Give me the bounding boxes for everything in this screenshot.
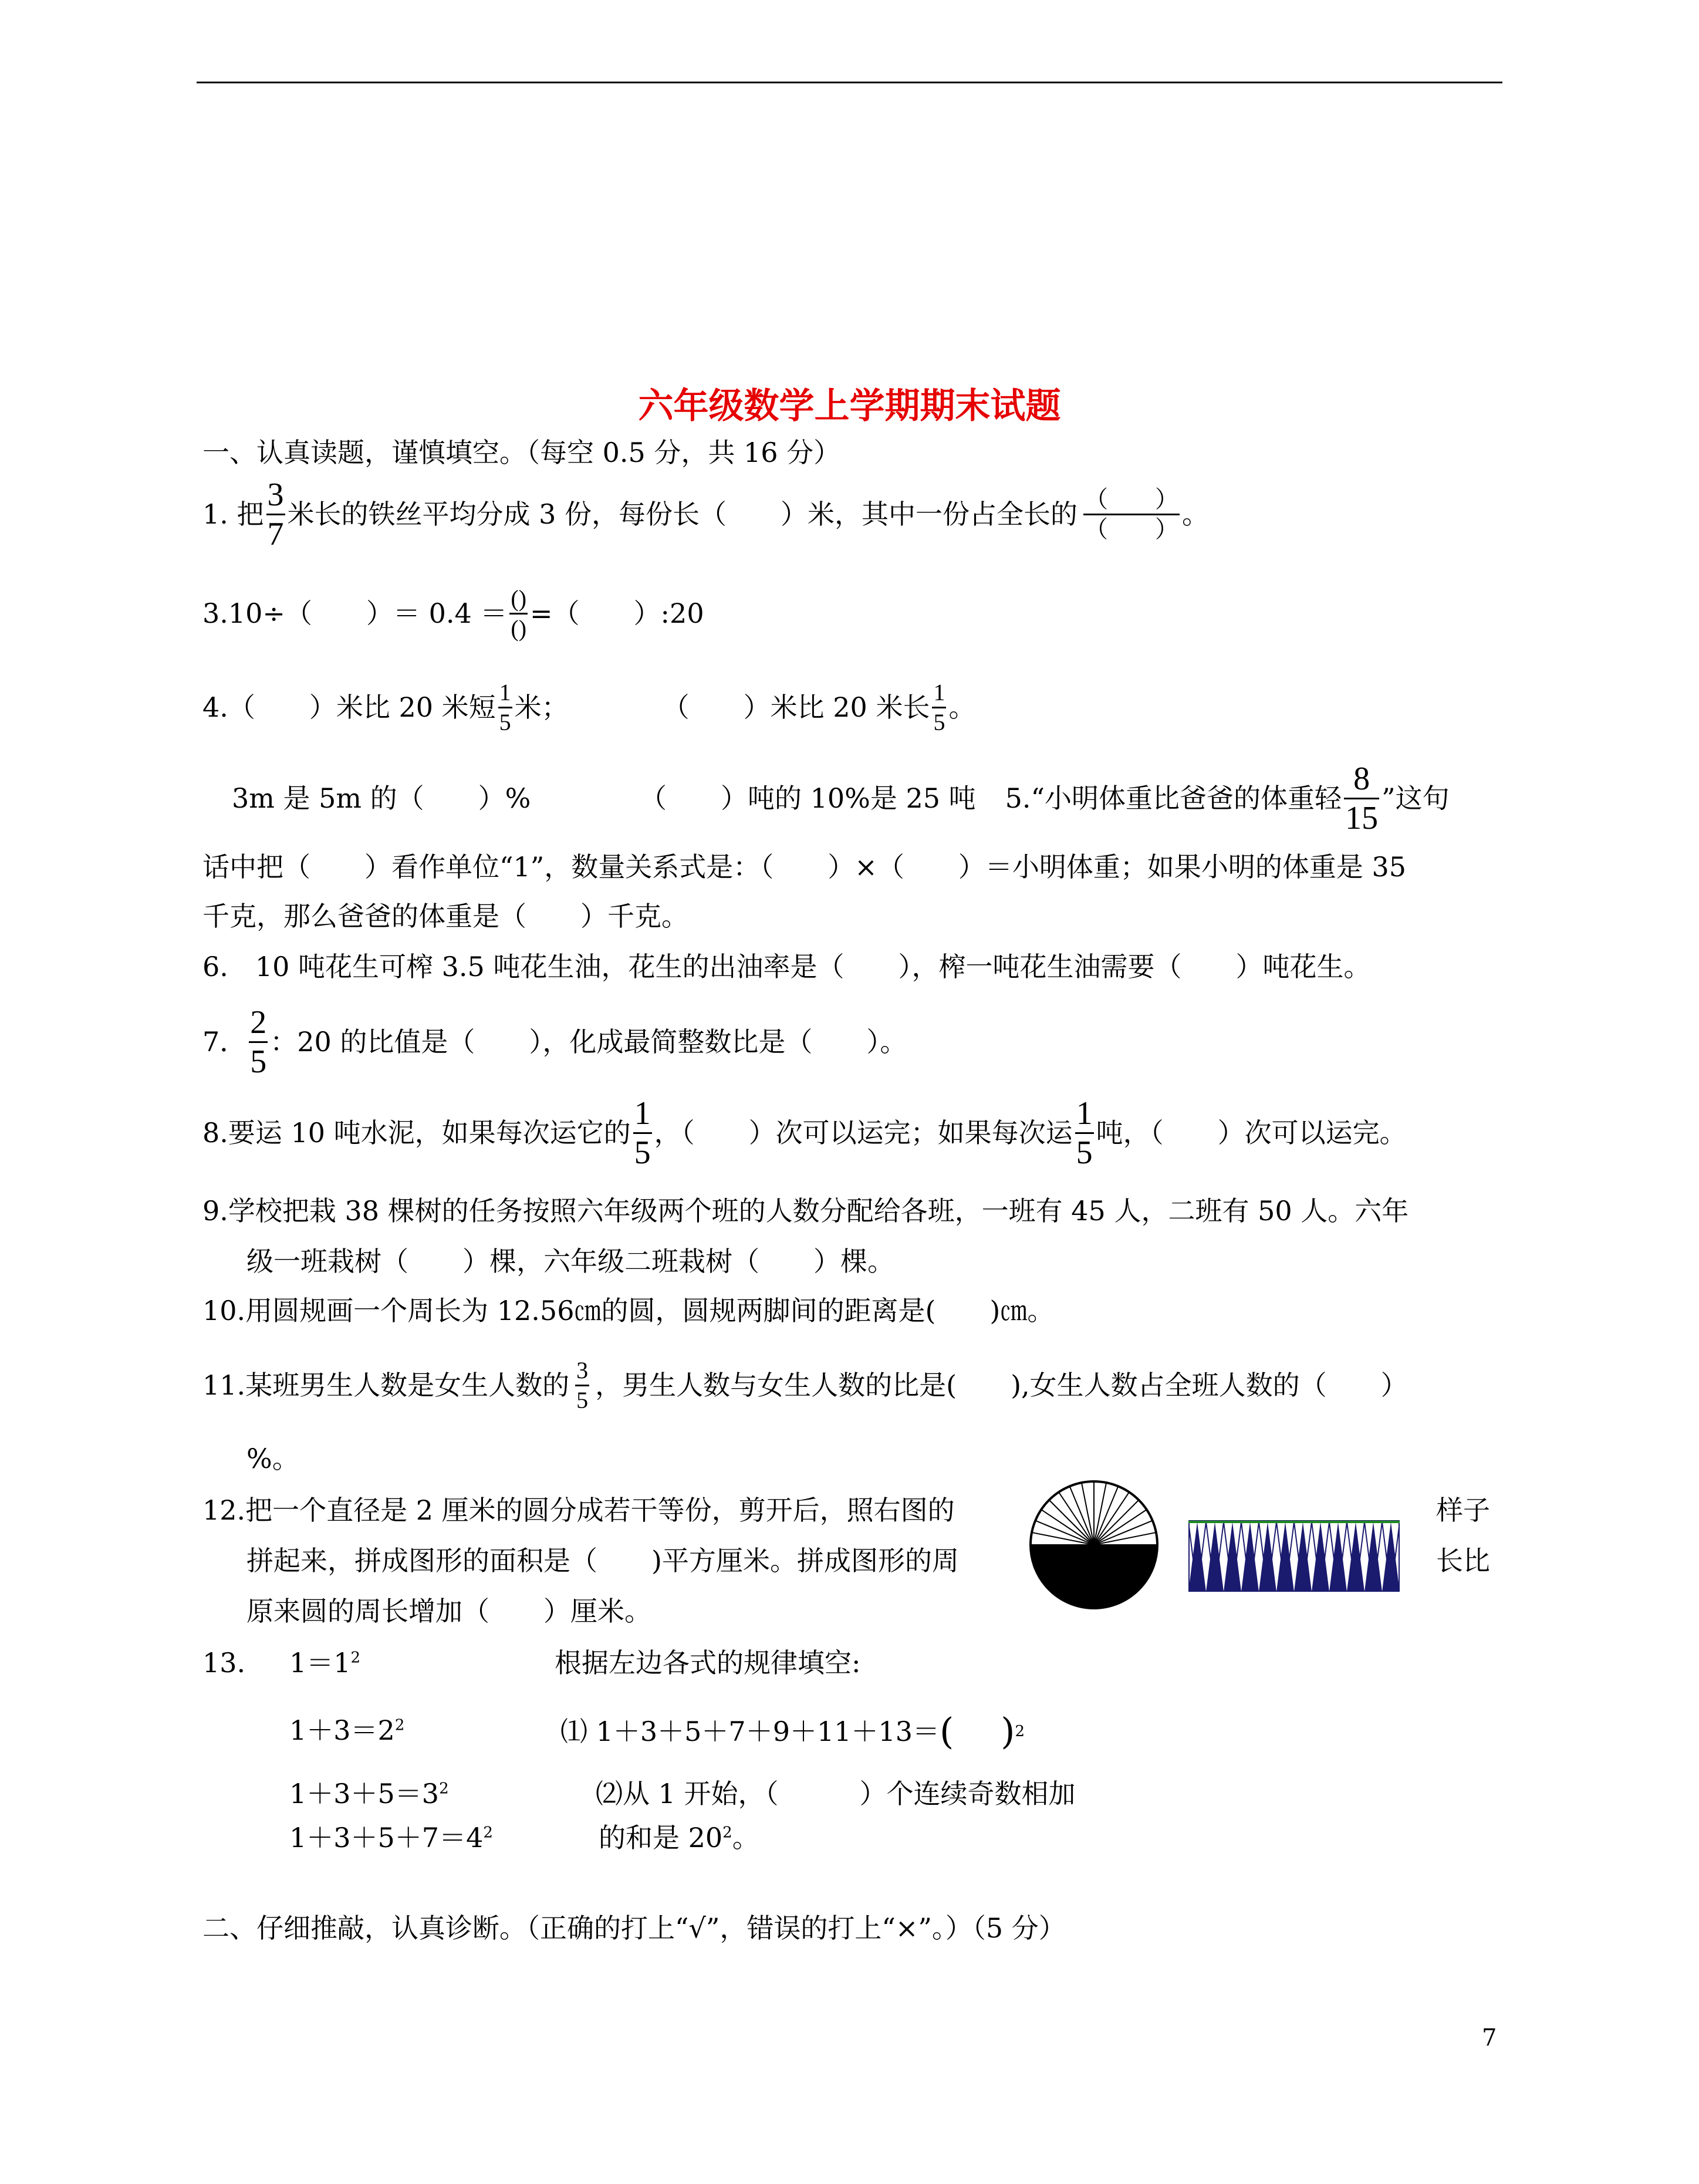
q4-b-prefix: （ ）米比 20 米长: [662, 691, 930, 723]
q8-prefix: 8.要运 10 吨水泥，如果每次运它的: [202, 1117, 631, 1149]
divided-circle-figure: [1028, 1479, 1160, 1611]
q1-end: 。: [1182, 498, 1210, 530]
q8-denominator-1: 5: [634, 1134, 651, 1171]
q4-a-suffix: 米；: [514, 691, 569, 723]
q1-fraction: [266, 478, 285, 551]
q13-rule: 根据左边各式的规律填空:: [555, 1647, 861, 1679]
q13-eq3-exponent: 2: [439, 1780, 449, 1798]
fraction-bar: [1083, 514, 1180, 515]
fraction-bar: [249, 1041, 268, 1043]
q4-a-fraction: [498, 681, 512, 734]
q1-frac-denominator: 7: [267, 515, 284, 552]
q8-fraction-2: [1075, 1097, 1094, 1169]
q8-numerator-2: 1: [1076, 1095, 1093, 1132]
circle-lower-half: [1031, 1545, 1157, 1608]
q8-denominator-2: 5: [1076, 1134, 1093, 1171]
q3-fraction: [509, 587, 528, 640]
fraction-bar: [633, 1132, 652, 1134]
q13-part1: ⑴ 1＋3＋5＋7＋9＋11＋13＝ ( ) 2: [560, 1710, 1025, 1753]
q4-b-suffix: 。: [948, 691, 976, 723]
question-10: 10.用圆规画一个周长为 12.56㎝的圆，圆规两脚间的距离是( )㎝。: [202, 1295, 1055, 1326]
q1-text: 米长的铁丝平均分成 3 份，每份长（ ）米，其中一份占全长的: [287, 498, 1078, 530]
q13-part3-exponent: 2: [722, 1824, 732, 1842]
question-4-line2: [232, 757, 531, 839]
q3-frac-numerator: (): [511, 585, 527, 612]
q11-text: ，男生人数与女生人数的比是( ),女生人数占全班人数的（ ）: [595, 1369, 1408, 1401]
question-7: [202, 998, 907, 1086]
q11-prefix: 11.某班男生人数是女生人数的: [202, 1369, 570, 1401]
question-5-line2: 话中把（ ）看作单位“1”，数量关系式是：（ ）×（ ）＝小明体重；如果小明的体重是 35: [202, 851, 1406, 883]
q11-numerator: 3: [576, 1356, 589, 1383]
q13-open-paren: (: [940, 1710, 954, 1753]
page-title: 六年级数学上学期期末试题: [638, 386, 1061, 427]
q13-part3-end: 。: [732, 1822, 759, 1854]
q4-a-prefix: 4.（ ）米比 20 米短: [202, 691, 496, 723]
q7-fraction: [249, 1006, 268, 1078]
question-6: 6. 10 吨花生可榨 3.5 吨花生油，花生的出油率是（ ），榨一吨花生油需要（ ）吨花生。: [202, 951, 1371, 983]
q13-eq1-text: 1＝1: [289, 1647, 351, 1679]
fraction-bar: [266, 514, 285, 515]
page-number: 7: [1482, 2024, 1497, 2051]
q11-fraction: [575, 1356, 589, 1413]
q8-fraction-1: [633, 1097, 652, 1169]
q5-fraction: [1344, 762, 1379, 835]
question-5-start: [640, 757, 1450, 839]
q13-eq3-text: 1＋3＋5＝3: [289, 1778, 440, 1810]
question-12-line1-right: 样子: [1436, 1494, 1490, 1526]
q13-part3-text: 的和是 20: [599, 1822, 723, 1854]
question-12-line2: 拼起来，拼成图形的面积是（ )平方厘米。拼成图形的周: [246, 1545, 959, 1577]
q13-equation-3: [289, 1778, 449, 1810]
question-9-line1: 9.学校把栽 38 棵树的任务按照六年级两个班的人数分配给各班，一班有 45 人，二班有 50 人。六年: [202, 1195, 1409, 1227]
q13-eq2-text: 1＋3＝2: [289, 1714, 395, 1746]
q5-denominator: 15: [1345, 799, 1379, 836]
q1-blank-fraction: [1083, 485, 1180, 542]
section2-heading: 二、仔细推敲，认真诊断。（正确的打上“√”，错误的打上“×”。）（5 分）: [202, 1912, 1066, 1944]
q13-part2: ⑵从 1 开始，（ ）个连续奇数相加: [596, 1778, 1076, 1810]
question-11-line2: %。: [246, 1443, 299, 1474]
q8-middle: ，（ ）次可以运完；如果每次运: [654, 1117, 1073, 1149]
q5-numerator: 8: [1353, 760, 1370, 797]
header-rule: [197, 82, 1502, 83]
q13-eq4-text: 1＋3＋5＋7＝4: [289, 1822, 484, 1854]
question-11: [202, 1344, 1408, 1426]
q4-b-fraction: [932, 681, 946, 734]
q7-denominator: 5: [250, 1043, 267, 1080]
q4-percent-text: 3m 是 5m 的（ ）%: [232, 782, 531, 814]
fraction-bar: [1075, 1132, 1094, 1134]
q13-equation-1: [289, 1647, 361, 1679]
q7-text: ：20 的比值是（ ），化成最简整数比是（ ）。: [270, 1026, 907, 1058]
q13-part3: [599, 1822, 759, 1854]
question-3: [202, 572, 704, 654]
q8-numerator-1: 1: [634, 1095, 651, 1132]
q3-suffix: =（ ）:20: [530, 598, 704, 629]
q13-part1-text: ⑴ 1＋3＋5＋7＋9＋11＋13＝: [560, 1716, 940, 1747]
q4-b-numerator: 1: [933, 679, 945, 706]
q4-ton-text: （ ）吨的 10%是 25 吨: [640, 782, 976, 814]
fraction-bar: [1344, 798, 1379, 799]
q11-denominator: 5: [576, 1386, 589, 1413]
q13-equation-4: [289, 1822, 493, 1854]
fraction-bar: [932, 707, 946, 708]
question-12-line2-right: 长比: [1436, 1545, 1490, 1577]
q1-blank-denominator: （ ）: [1085, 515, 1179, 542]
q1-frac-numerator: 3: [267, 476, 284, 513]
q5-prefix: 5.“小明体重比爸爸的体重轻: [1005, 782, 1342, 814]
q3-prefix: 3.10÷（ ）＝ 0.4 ＝: [202, 598, 508, 629]
q13-eq4-exponent: 2: [483, 1824, 493, 1842]
q13-eq2-exponent: 2: [394, 1716, 405, 1734]
question-12-line3: 原来圆的周长增加（ ）厘米。: [246, 1595, 651, 1627]
q8-suffix: 吨，（ ）次可以运完。: [1096, 1117, 1407, 1149]
question-9-line2: 级一班栽树（ ）棵，六年级二班栽树（ ）棵。: [246, 1245, 894, 1277]
question-5-line3: 千克，那么爸爸的体重是（ ）千克。: [202, 900, 688, 932]
question-4: [202, 669, 975, 745]
q1-blank-numerator: （ ）: [1085, 485, 1179, 512]
question-12-line1: 12.把一个直径是 2 厘米的圆分成若干等份，剪开后，照右图的: [202, 1494, 955, 1526]
question-13-number: 13.: [202, 1647, 246, 1679]
circle-ray: [1094, 1500, 1139, 1545]
section1-heading: 一、认真读题，谨慎填空。（每空 0.5 分，共 16 分）: [202, 437, 841, 468]
fraction-bar: [498, 707, 512, 708]
q4-b-denominator: 5: [933, 708, 945, 735]
fraction-bar: [509, 613, 528, 615]
q7-prefix: 7．: [202, 1026, 247, 1058]
circle-ray: [1049, 1500, 1094, 1545]
rearranged-shape-figure: [1188, 1520, 1400, 1592]
q1-prefix: 1. 把: [202, 498, 264, 530]
fraction-bar: [575, 1385, 589, 1386]
q3-frac-denominator: (): [511, 615, 527, 642]
q5-suffix: ”这句: [1382, 782, 1450, 814]
q13-equation-2: [289, 1714, 405, 1746]
q13-eq1-exponent: 2: [350, 1649, 361, 1667]
q7-numerator: 2: [250, 1004, 267, 1041]
question-1: [202, 473, 1209, 555]
q4-a-numerator: 1: [499, 679, 511, 706]
q13-close-paren: ): [1001, 1710, 1015, 1753]
q4-a-denominator: 5: [499, 708, 511, 735]
question-8: [202, 1089, 1407, 1177]
